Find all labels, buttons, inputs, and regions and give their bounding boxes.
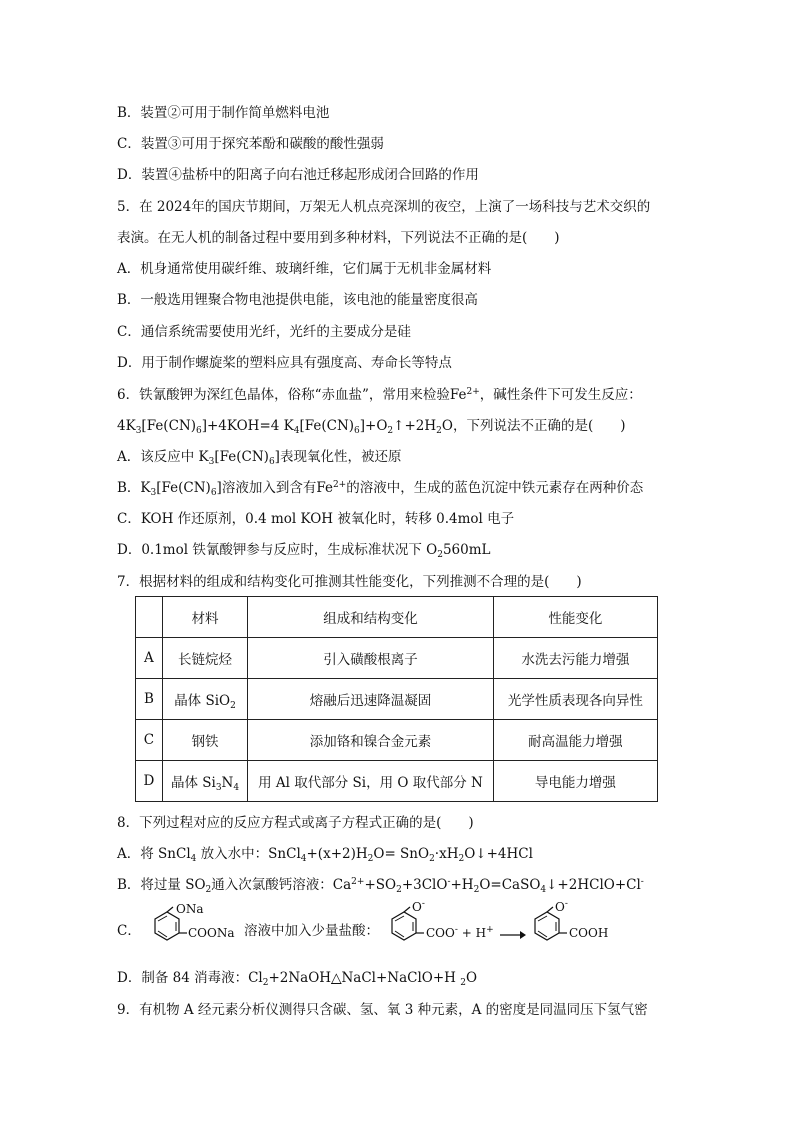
q5-option-d: D．用于制作螺旋桨的塑料应具有强度高、寿命长等特点 <box>117 355 452 371</box>
table-cell: D <box>136 761 163 802</box>
table-header-cell: 组成和结构变化 <box>248 597 493 638</box>
table-cell: 引入磺酸根离子 <box>248 638 493 679</box>
q5-option-c: C．通信系统需要使用光纤，光纤的主要成分是硅 <box>117 324 411 340</box>
table-cell: 水洗去污能力增强 <box>493 638 657 679</box>
heat-condition: △ <box>331 970 342 986</box>
table-cell: 晶体 SiO$_2$ <box>162 679 247 720</box>
q8-option-d: D．制备 84 消毒液：$Cl_2+2NaOH\triangle NaCl+NaClO+H$ $_2$O <box>117 970 478 988</box>
q5-option-a: A．机身通常使用碳纤维、玻璃纤维，它们属于无机非金属材料 <box>117 261 492 277</box>
table-row <box>136 638 658 679</box>
table-cell: C <box>136 720 163 761</box>
table-cell: B <box>136 679 163 720</box>
ona-label: ONa <box>176 902 204 916</box>
table-cell: 晶体 $Si_3N_4$ <box>162 761 247 802</box>
table-cell: 长链烷烃 <box>162 638 247 679</box>
q6-stem-line2: $4K_3[Fe(CN)_6]+4KOH=4$ $K_4[Fe(CN)_6]+O_2↑+2H_2O$，下列说法不正确的是( ) <box>117 418 626 436</box>
table-cell: 熔融后迅速降温凝固 <box>248 679 493 720</box>
q8-option-a: A．将 SnCl$_4$ 放入水中：$SnCl_4+(x+2)H_2O=$ $SnO_2\cdot xH_2O↓+4HCl$ <box>117 846 533 864</box>
q9-stem: 9．有机物 A 经元素分析仪测得只含碳、氢、氧 3 种元素，A 的密度是同温同压下氢气密 <box>117 1002 648 1018</box>
table-cell: 光学性质表现各向异性 <box>493 679 657 720</box>
o-minus-label: O- <box>412 899 425 914</box>
table-cell: A <box>136 638 163 679</box>
q8-option-c-text: 溶液中加入少量盐酸： <box>244 923 379 939</box>
table-header-row <box>136 597 658 638</box>
table-cell: 用 Al 取代部分 Si，用 O 取代部分 N <box>248 761 493 802</box>
q7-stem: 7．根据材料的组成和结构变化可推测其性能变化，下列推测不合理的是( ) <box>117 574 582 590</box>
table-cell: 导电能力增强 <box>493 761 657 802</box>
table-header-cell: 性能变化 <box>493 597 657 638</box>
table-cell: 耐高温能力增强 <box>493 720 657 761</box>
table-row <box>136 761 658 802</box>
q8-stem: 8．下列过程对应的反应方程式或离子方程式正确的是( ) <box>117 815 474 831</box>
q4-option-c: C．装置③可用于探究苯酚和碳酸的酸性强弱 <box>117 136 384 152</box>
q5-stem-line1: 5．在 2024年的国庆节期间，万架无人机点亮深圳的夜空，上演了一场科技与艺术交织的 <box>117 199 651 215</box>
q6-stem-line1: 6．铁氰酸钾为深红色晶体，俗称“赤血盐”，常用来检验$Fe^{2+}$，碱性条件下可发生反应： <box>117 387 642 403</box>
table-row <box>136 720 658 761</box>
o-minus-label-product: O- <box>555 899 568 914</box>
coona-label: COONa <box>188 926 235 940</box>
q4-option-d: D．装置④盐桥中的阳离子向右池迁移起形成闭合回路的作用 <box>117 167 479 183</box>
coo-minus-plus-h-label: COO- + H+ <box>426 925 494 940</box>
q6-option-b: B．$K_3[Fe(CN)_6]$溶液加入到含有$Fe^{2+}$的溶液中，生成的蓝色沉淀中铁元素存在两种价态 <box>117 480 644 498</box>
q8-option-b: B．将过量 $SO_2$通入次氯酸钙溶液：$Ca^{2+}+SO_2+3ClO^-+H_2O=CaSO_4↓+2HClO+Cl^-$ <box>117 877 644 895</box>
q8-option-c-label: C． <box>117 923 141 939</box>
table-header-cell <box>136 597 163 638</box>
q5-option-b: B．一般选用锂聚合物电池提供电能，该电池的能量密度很高 <box>117 292 478 308</box>
q4-option-b: B．装置②可用于制作简单燃料电池 <box>117 105 330 121</box>
table-header-cell: 材料 <box>162 597 247 638</box>
cooh-label: COOH <box>569 926 609 940</box>
q7-table <box>135 596 658 802</box>
q6-option-d: D．0.1mol 铁氰酸钾参与反应时，生成标准状况下 $O_2560mL$ <box>117 542 491 560</box>
q6-option-c: C．KOH 作还原剂，0.4 mol KOH 被氧化时，转移 0.4mol 电子 <box>117 511 515 527</box>
q5-stem-line2: 表演。在无人机的制备过程中要用到多种材料，下列说法不正确的是( ) <box>117 230 560 246</box>
q6-option-a: A．该反应中 $K_3[Fe(CN)_6]$表现氧化性，被还原 <box>117 449 402 467</box>
table-row <box>136 679 658 720</box>
table-cell: 钢铁 <box>162 720 247 761</box>
table-cell: 添加铬和镍合金元素 <box>248 720 493 761</box>
